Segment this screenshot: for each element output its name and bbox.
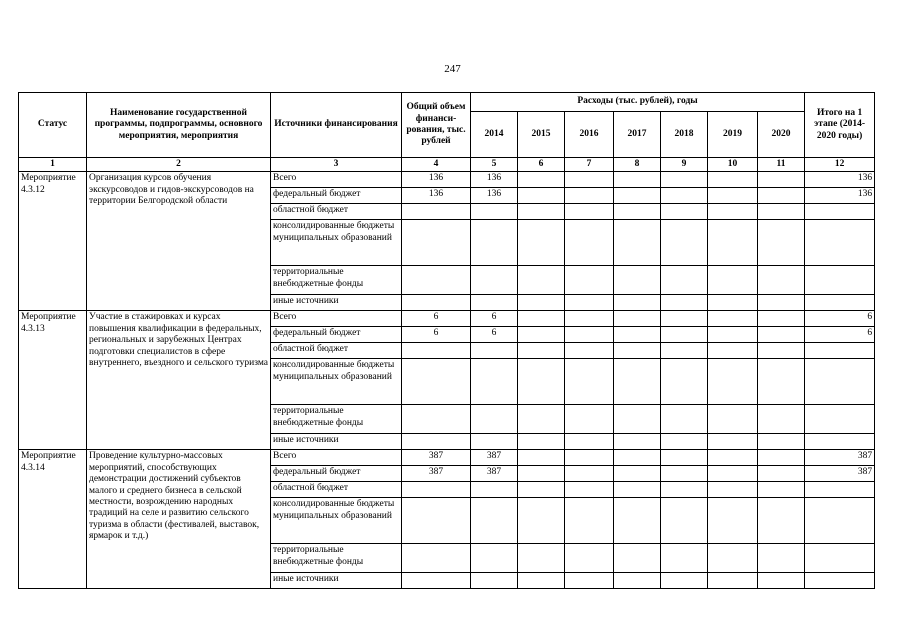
year-cell	[614, 204, 661, 220]
year-2014-cell: 136	[471, 172, 518, 188]
year-cell	[614, 450, 661, 466]
year-cell	[518, 204, 565, 220]
total-volume-cell	[402, 220, 471, 266]
column-number: 6	[518, 158, 565, 172]
itogo-cell	[805, 204, 875, 220]
year-cell	[708, 405, 758, 434]
itogo-cell	[805, 544, 875, 573]
header-itogo: Итого на 1 этапе (2014-2020 годы)	[805, 93, 875, 158]
year-cell	[518, 311, 565, 327]
year-cell	[565, 498, 614, 544]
measure-status: Мероприятие 4.3.12	[19, 172, 87, 311]
itogo-cell	[805, 405, 875, 434]
itogo-cell	[805, 359, 875, 405]
source-label: иные источники	[271, 295, 402, 311]
column-number: 4	[402, 158, 471, 172]
year-cell	[565, 172, 614, 188]
year-cell	[708, 359, 758, 405]
itogo-cell	[805, 498, 875, 544]
year-cell	[614, 573, 661, 589]
column-number-row	[19, 158, 875, 172]
year-cell	[565, 434, 614, 450]
year-cell	[565, 573, 614, 589]
year-cell	[708, 220, 758, 266]
year-cell	[661, 466, 708, 482]
table-row	[19, 450, 875, 466]
year-cell	[518, 405, 565, 434]
source-label: Всего	[271, 311, 402, 327]
total-volume-cell: 136	[402, 172, 471, 188]
year-2014-cell	[471, 544, 518, 573]
year-cell	[708, 204, 758, 220]
year-2014-cell	[471, 405, 518, 434]
year-cell	[565, 450, 614, 466]
itogo-cell	[805, 343, 875, 359]
year-cell	[565, 266, 614, 295]
year-2014-cell	[471, 266, 518, 295]
page-number: 247	[444, 63, 461, 75]
table-body	[19, 172, 875, 589]
year-2014-cell	[471, 482, 518, 498]
year-cell	[758, 544, 805, 573]
measure-name: Участие в стажировках и курсах повышения квалификации в федеральных, региональных и зарубежных Центрах подготовки специалистов в сфере внутреннего, въездного и сельского туризма	[87, 311, 271, 450]
year-cell	[758, 450, 805, 466]
year-cell	[518, 434, 565, 450]
header-year: 2018	[661, 112, 708, 158]
year-cell	[708, 311, 758, 327]
year-cell	[614, 188, 661, 204]
column-number: 11	[758, 158, 805, 172]
year-cell	[518, 482, 565, 498]
year-cell	[614, 311, 661, 327]
measure-status: Мероприятие 4.3.14	[19, 450, 87, 589]
itogo-cell	[805, 220, 875, 266]
year-cell	[708, 266, 758, 295]
total-volume-cell	[402, 434, 471, 450]
year-cell	[708, 450, 758, 466]
itogo-cell	[805, 266, 875, 295]
table-row	[19, 311, 875, 327]
year-cell	[661, 450, 708, 466]
source-label: территориальные внебюджетные фонды	[271, 405, 402, 434]
header-year: 2015	[518, 112, 565, 158]
year-cell	[565, 544, 614, 573]
year-2014-cell	[471, 434, 518, 450]
header-total-volume: Общий объем финанси-рования, тыс. рублей	[402, 93, 471, 158]
year-cell	[518, 172, 565, 188]
measure-name: Проведение культурно-массовых мероприятий, способствующих демонстрации достижений субъектов малого и среднего бизнеса в сельской местности, возрождению народных традиций на селе и развитию сельского туризма в области (фестивалей, выставок, ярмарок и т.д.)	[87, 450, 271, 589]
year-cell	[518, 266, 565, 295]
itogo-cell	[805, 482, 875, 498]
year-cell	[708, 172, 758, 188]
source-label: федеральный бюджет	[271, 327, 402, 343]
year-cell	[518, 343, 565, 359]
year-cell	[614, 295, 661, 311]
header-year: 2020	[758, 112, 805, 158]
total-volume-cell	[402, 482, 471, 498]
year-cell	[614, 434, 661, 450]
itogo-cell	[805, 295, 875, 311]
source-label: областной бюджет	[271, 204, 402, 220]
year-cell	[518, 188, 565, 204]
year-cell	[661, 327, 708, 343]
year-cell	[758, 573, 805, 589]
total-volume-cell	[402, 405, 471, 434]
header-name: Наименование государственной программы, подпрограммы, основного мероприятия, мероприятия	[87, 93, 271, 158]
total-volume-cell: 6	[402, 327, 471, 343]
header-year: 2019	[708, 112, 758, 158]
year-cell	[708, 188, 758, 204]
year-cell	[708, 327, 758, 343]
year-cell	[661, 188, 708, 204]
year-cell	[758, 405, 805, 434]
year-2014-cell	[471, 573, 518, 589]
year-cell	[565, 311, 614, 327]
budget-table	[18, 92, 875, 589]
year-cell	[565, 482, 614, 498]
source-label: территориальные внебюджетные фонды	[271, 266, 402, 295]
year-cell	[614, 498, 661, 544]
itogo-cell: 136	[805, 188, 875, 204]
year-cell	[614, 172, 661, 188]
year-cell	[518, 544, 565, 573]
year-cell	[661, 295, 708, 311]
year-cell	[565, 343, 614, 359]
column-number: 5	[471, 158, 518, 172]
year-cell	[758, 466, 805, 482]
itogo-cell: 387	[805, 450, 875, 466]
year-cell	[614, 220, 661, 266]
year-cell	[614, 466, 661, 482]
header-expenses: Расходы (тыс. рублей), годы	[471, 93, 805, 112]
year-cell	[565, 188, 614, 204]
year-2014-cell	[471, 498, 518, 544]
year-cell	[614, 482, 661, 498]
total-volume-cell	[402, 573, 471, 589]
source-label: консолидированные бюджеты муниципальных образований	[271, 498, 402, 544]
year-cell	[708, 434, 758, 450]
year-cell	[661, 544, 708, 573]
column-number: 9	[661, 158, 708, 172]
year-cell	[518, 498, 565, 544]
column-number: 10	[708, 158, 758, 172]
year-cell	[708, 544, 758, 573]
year-cell	[758, 498, 805, 544]
year-cell	[614, 266, 661, 295]
source-label: Всего	[271, 450, 402, 466]
source-label: Всего	[271, 172, 402, 188]
year-cell	[758, 482, 805, 498]
total-volume-cell	[402, 204, 471, 220]
year-cell	[565, 466, 614, 482]
table-header	[19, 93, 875, 172]
source-label: иные источники	[271, 573, 402, 589]
year-cell	[518, 295, 565, 311]
itogo-cell: 6	[805, 327, 875, 343]
header-year: 2016	[565, 112, 614, 158]
year-2014-cell: 6	[471, 327, 518, 343]
year-cell	[661, 359, 708, 405]
year-cell	[565, 405, 614, 434]
column-number: 8	[614, 158, 661, 172]
year-cell	[758, 327, 805, 343]
year-cell	[661, 498, 708, 544]
year-cell	[565, 359, 614, 405]
year-cell	[708, 482, 758, 498]
year-cell	[661, 220, 708, 266]
header-year: 2014	[471, 112, 518, 158]
year-2014-cell	[471, 295, 518, 311]
year-cell	[708, 498, 758, 544]
year-cell	[758, 188, 805, 204]
total-volume-cell	[402, 498, 471, 544]
year-cell	[518, 450, 565, 466]
year-cell	[758, 343, 805, 359]
year-cell	[565, 327, 614, 343]
year-cell	[614, 544, 661, 573]
year-cell	[758, 172, 805, 188]
header-sources: Источники финансирования	[271, 93, 402, 158]
total-volume-cell	[402, 343, 471, 359]
year-2014-cell: 136	[471, 188, 518, 204]
year-cell	[758, 266, 805, 295]
year-cell	[565, 204, 614, 220]
year-cell	[518, 359, 565, 405]
year-cell	[661, 172, 708, 188]
year-cell	[565, 220, 614, 266]
source-label: территориальные внебюджетные фонды	[271, 544, 402, 573]
year-2014-cell	[471, 343, 518, 359]
column-number: 12	[805, 158, 875, 172]
year-cell	[614, 343, 661, 359]
year-cell	[661, 311, 708, 327]
itogo-cell	[805, 573, 875, 589]
year-cell	[518, 573, 565, 589]
source-label: консолидированные бюджеты муниципальных образований	[271, 220, 402, 266]
year-cell	[708, 573, 758, 589]
year-cell	[758, 434, 805, 450]
year-cell	[708, 466, 758, 482]
year-cell	[758, 204, 805, 220]
year-cell	[614, 405, 661, 434]
total-volume-cell: 387	[402, 450, 471, 466]
year-cell	[758, 359, 805, 405]
itogo-cell: 387	[805, 466, 875, 482]
total-volume-cell	[402, 544, 471, 573]
total-volume-cell: 387	[402, 466, 471, 482]
year-2014-cell	[471, 220, 518, 266]
itogo-cell: 136	[805, 172, 875, 188]
year-cell	[758, 311, 805, 327]
year-cell	[518, 466, 565, 482]
column-number: 2	[87, 158, 271, 172]
measure-status: Мероприятие 4.3.13	[19, 311, 87, 450]
year-cell	[661, 482, 708, 498]
column-number: 7	[565, 158, 614, 172]
year-cell	[708, 295, 758, 311]
year-cell	[661, 434, 708, 450]
total-volume-cell	[402, 359, 471, 405]
source-label: федеральный бюджет	[271, 188, 402, 204]
year-cell	[518, 220, 565, 266]
header-status: Статус	[19, 93, 87, 158]
year-cell	[758, 295, 805, 311]
total-volume-cell: 136	[402, 188, 471, 204]
source-label: областной бюджет	[271, 482, 402, 498]
year-cell	[661, 405, 708, 434]
itogo-cell	[805, 434, 875, 450]
header-year: 2017	[614, 112, 661, 158]
year-cell	[661, 204, 708, 220]
year-2014-cell: 387	[471, 466, 518, 482]
column-number: 3	[271, 158, 402, 172]
year-2014-cell: 387	[471, 450, 518, 466]
year-cell	[661, 266, 708, 295]
year-cell	[565, 295, 614, 311]
total-volume-cell	[402, 266, 471, 295]
year-cell	[708, 343, 758, 359]
year-cell	[614, 327, 661, 343]
year-cell	[661, 573, 708, 589]
source-label: федеральный бюджет	[271, 466, 402, 482]
total-volume-cell	[402, 295, 471, 311]
table-row	[19, 172, 875, 188]
year-cell	[614, 359, 661, 405]
year-cell	[758, 220, 805, 266]
source-label: иные источники	[271, 434, 402, 450]
year-2014-cell: 6	[471, 311, 518, 327]
year-2014-cell	[471, 359, 518, 405]
source-label: консолидированные бюджеты муниципальных образований	[271, 359, 402, 405]
source-label: областной бюджет	[271, 343, 402, 359]
year-2014-cell	[471, 204, 518, 220]
total-volume-cell: 6	[402, 311, 471, 327]
year-cell	[518, 327, 565, 343]
year-cell	[661, 343, 708, 359]
itogo-cell: 6	[805, 311, 875, 327]
measure-name: Организация курсов обучения экскурсоводов и гидов-экскурсоводов на территории Белгородской области	[87, 172, 271, 311]
column-number: 1	[19, 158, 87, 172]
